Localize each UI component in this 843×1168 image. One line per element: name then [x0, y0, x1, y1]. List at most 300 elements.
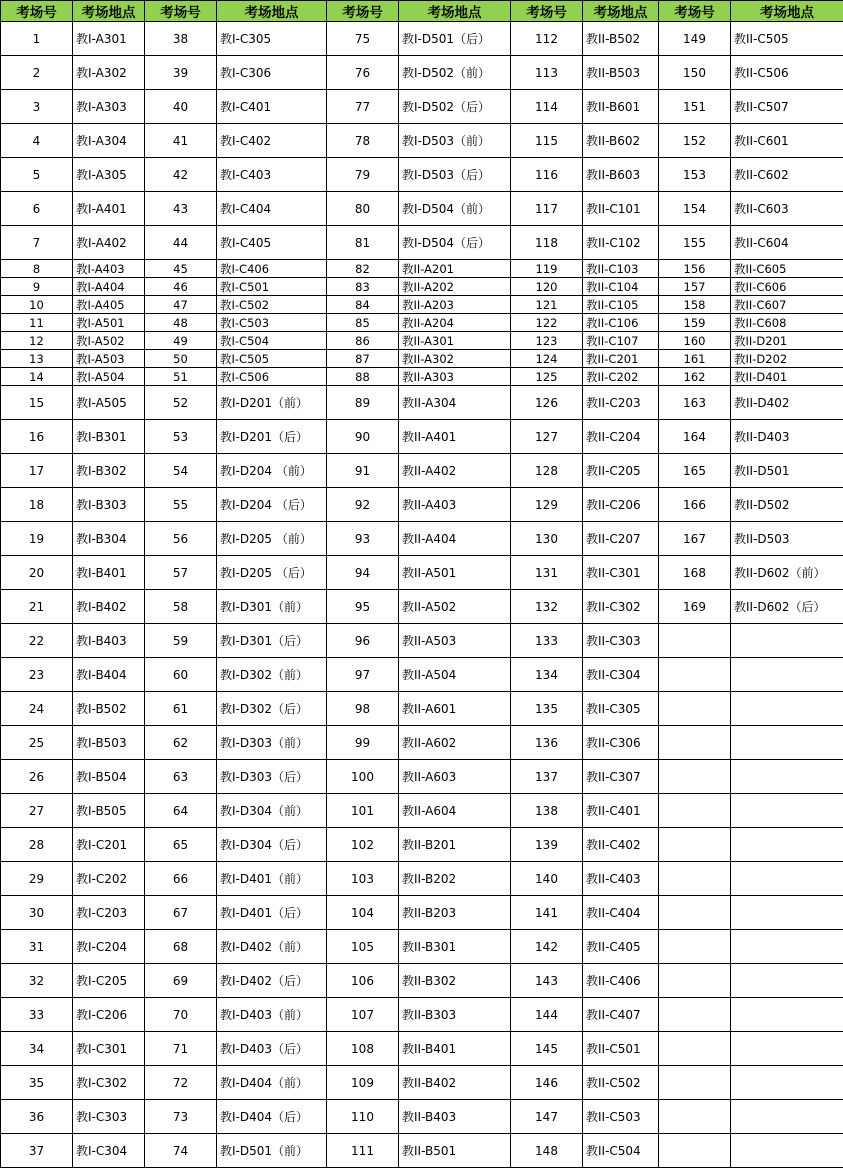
header-room-location: 考场地点: [73, 1, 145, 22]
room-location-cell: 教II-C307: [583, 760, 659, 794]
table-row: [1, 590, 843, 624]
room-location-cell: 教II-C602: [731, 158, 843, 192]
room-number-cell: 165: [659, 454, 731, 488]
room-number-cell: 109: [327, 1066, 399, 1100]
room-number-cell: [659, 1032, 731, 1066]
table-row: [1, 862, 843, 896]
table-row: [1, 488, 843, 522]
room-number-cell: 102: [327, 828, 399, 862]
room-location-cell: 教II-D402: [731, 386, 843, 420]
header-room-number: 考场号: [511, 1, 583, 22]
room-number-cell: [659, 1134, 731, 1168]
room-number-cell: 138: [511, 794, 583, 828]
table-row: [1, 692, 843, 726]
room-location-cell: 教I-B303: [73, 488, 145, 522]
room-number-cell: 152: [659, 124, 731, 158]
room-location-cell: 教I-B504: [73, 760, 145, 794]
room-location-cell: 教I-D503（后）: [399, 158, 511, 192]
room-number-cell: 72: [145, 1066, 217, 1100]
room-location-cell: 教II-D503: [731, 522, 843, 556]
room-location-cell: 教II-D202: [731, 350, 843, 368]
room-location-cell: [731, 930, 843, 964]
room-location-cell: 教I-A402: [73, 226, 145, 260]
room-number-cell: 103: [327, 862, 399, 896]
room-location-cell: 教II-A302: [399, 350, 511, 368]
room-location-cell: 教II-A304: [399, 386, 511, 420]
room-number-cell: 155: [659, 226, 731, 260]
room-location-cell: 教II-D401: [731, 368, 843, 386]
room-location-cell: 教II-B403: [399, 1100, 511, 1134]
room-location-cell: 教I-C501: [217, 278, 327, 296]
header-room-location: 考场地点: [731, 1, 843, 22]
room-location-cell: 教II-C506: [731, 56, 843, 90]
room-location-cell: 教II-C207: [583, 522, 659, 556]
room-number-cell: 88: [327, 368, 399, 386]
room-location-cell: 教II-A602: [399, 726, 511, 760]
room-location-cell: 教I-D303（前）: [217, 726, 327, 760]
room-number-cell: 14: [1, 368, 73, 386]
room-location-cell: 教II-B602: [583, 124, 659, 158]
room-location-cell: 教I-A505: [73, 386, 145, 420]
room-location-cell: 教I-B505: [73, 794, 145, 828]
room-location-cell: 教II-A301: [399, 332, 511, 350]
room-number-cell: [659, 1100, 731, 1134]
room-location-cell: 教II-C405: [583, 930, 659, 964]
room-number-cell: 19: [1, 522, 73, 556]
room-number-cell: 39: [145, 56, 217, 90]
room-number-cell: 111: [327, 1134, 399, 1168]
room-location-cell: 教I-D304（前）: [217, 794, 327, 828]
room-number-cell: [659, 794, 731, 828]
table-row: [1, 998, 843, 1032]
room-location-cell: 教II-D403: [731, 420, 843, 454]
room-number-cell: 116: [511, 158, 583, 192]
room-location-cell: 教I-C403: [217, 158, 327, 192]
room-location-cell: [731, 896, 843, 930]
room-location-cell: 教II-C502: [583, 1066, 659, 1100]
room-number-cell: 134: [511, 658, 583, 692]
room-number-cell: 101: [327, 794, 399, 828]
room-location-cell: 教II-C401: [583, 794, 659, 828]
room-number-cell: 31: [1, 930, 73, 964]
room-number-cell: 120: [511, 278, 583, 296]
room-number-cell: 40: [145, 90, 217, 124]
room-number-cell: 151: [659, 90, 731, 124]
room-number-cell: 82: [327, 260, 399, 278]
room-location-cell: [731, 1134, 843, 1168]
room-location-cell: 教I-C306: [217, 56, 327, 90]
room-number-cell: 78: [327, 124, 399, 158]
room-number-cell: 122: [511, 314, 583, 332]
room-location-cell: 教I-C505: [217, 350, 327, 368]
room-location-cell: 教I-D302（后）: [217, 692, 327, 726]
room-number-cell: [659, 726, 731, 760]
room-number-cell: 49: [145, 332, 217, 350]
room-location-cell: 教I-C302: [73, 1066, 145, 1100]
table-row: [1, 420, 843, 454]
room-number-cell: 100: [327, 760, 399, 794]
room-location-cell: 教II-C303: [583, 624, 659, 658]
room-number-cell: 59: [145, 624, 217, 658]
room-location-cell: 教I-D404（前）: [217, 1066, 327, 1100]
room-number-cell: 158: [659, 296, 731, 314]
room-location-cell: 教II-C604: [731, 226, 843, 260]
room-location-cell: 教II-A203: [399, 296, 511, 314]
room-location-cell: 教I-D401（后）: [217, 896, 327, 930]
room-location-cell: 教II-B302: [399, 964, 511, 998]
room-location-cell: 教I-D504（前）: [399, 192, 511, 226]
room-location-cell: 教I-C301: [73, 1032, 145, 1066]
room-number-cell: 65: [145, 828, 217, 862]
room-number-cell: 124: [511, 350, 583, 368]
room-number-cell: 52: [145, 386, 217, 420]
table-row: [1, 454, 843, 488]
room-location-cell: 教I-D201（后）: [217, 420, 327, 454]
room-number-cell: [659, 692, 731, 726]
room-location-cell: 教I-D303（后）: [217, 760, 327, 794]
room-number-cell: 94: [327, 556, 399, 590]
room-location-cell: 教II-C406: [583, 964, 659, 998]
room-location-cell: 教I-C406: [217, 260, 327, 278]
table-row: [1, 726, 843, 760]
room-location-cell: [731, 726, 843, 760]
room-location-cell: 教II-C603: [731, 192, 843, 226]
room-number-cell: 136: [511, 726, 583, 760]
room-location-cell: 教I-D502（前）: [399, 56, 511, 90]
room-number-cell: [659, 828, 731, 862]
room-number-cell: 159: [659, 314, 731, 332]
room-number-cell: 148: [511, 1134, 583, 1168]
room-number-cell: [659, 862, 731, 896]
room-location-cell: 教I-C203: [73, 896, 145, 930]
room-location-cell: 教I-B301: [73, 420, 145, 454]
room-location-cell: 教I-B401: [73, 556, 145, 590]
room-number-cell: 75: [327, 22, 399, 56]
room-location-cell: 教I-B404: [73, 658, 145, 692]
header-room-number: 考场号: [1, 1, 73, 22]
room-location-cell: 教I-D205 （前）: [217, 522, 327, 556]
room-location-cell: [731, 1066, 843, 1100]
room-location-cell: 教II-A204: [399, 314, 511, 332]
room-number-cell: 128: [511, 454, 583, 488]
room-location-cell: 教II-D602（前）: [731, 556, 843, 590]
room-location-cell: 教II-D201: [731, 332, 843, 350]
room-number-cell: 92: [327, 488, 399, 522]
table-row: [1, 332, 843, 350]
room-number-cell: [659, 896, 731, 930]
room-number-cell: 17: [1, 454, 73, 488]
room-location-cell: 教II-C105: [583, 296, 659, 314]
room-location-cell: 教II-C501: [583, 1032, 659, 1066]
room-number-cell: 42: [145, 158, 217, 192]
room-number-cell: 149: [659, 22, 731, 56]
room-number-cell: 9: [1, 278, 73, 296]
room-location-cell: 教I-B402: [73, 590, 145, 624]
room-location-cell: 教II-C608: [731, 314, 843, 332]
room-number-cell: 160: [659, 332, 731, 350]
room-location-cell: 教II-C103: [583, 260, 659, 278]
room-location-cell: 教II-C403: [583, 862, 659, 896]
room-number-cell: 11: [1, 314, 73, 332]
room-location-cell: 教II-A503: [399, 624, 511, 658]
room-number-cell: [659, 964, 731, 998]
room-number-cell: 56: [145, 522, 217, 556]
table-row: [1, 124, 843, 158]
room-number-cell: 162: [659, 368, 731, 386]
room-number-cell: 86: [327, 332, 399, 350]
room-number-cell: 95: [327, 590, 399, 624]
room-location-cell: 教I-A305: [73, 158, 145, 192]
header-room-number: 考场号: [145, 1, 217, 22]
room-number-cell: 8: [1, 260, 73, 278]
room-location-cell: 教II-C607: [731, 296, 843, 314]
table-row: [1, 56, 843, 90]
room-number-cell: 114: [511, 90, 583, 124]
room-number-cell: 140: [511, 862, 583, 896]
room-location-cell: 教II-A402: [399, 454, 511, 488]
room-location-cell: 教I-A303: [73, 90, 145, 124]
room-location-cell: 教II-D501: [731, 454, 843, 488]
room-location-cell: 教II-B401: [399, 1032, 511, 1066]
room-location-cell: 教I-D204 （后）: [217, 488, 327, 522]
header-room-number: 考场号: [659, 1, 731, 22]
room-number-cell: 36: [1, 1100, 73, 1134]
room-number-cell: 54: [145, 454, 217, 488]
room-number-cell: 21: [1, 590, 73, 624]
room-number-cell: 32: [1, 964, 73, 998]
room-location-cell: [731, 1100, 843, 1134]
room-number-cell: 121: [511, 296, 583, 314]
room-location-cell: 教I-D201（前）: [217, 386, 327, 420]
header-room-location: 考场地点: [217, 1, 327, 22]
room-number-cell: 154: [659, 192, 731, 226]
room-location-cell: 教II-C201: [583, 350, 659, 368]
room-number-cell: 87: [327, 350, 399, 368]
room-location-cell: 教I-C402: [217, 124, 327, 158]
table-row: [1, 794, 843, 828]
room-location-cell: 教I-C206: [73, 998, 145, 1032]
room-location-cell: [731, 624, 843, 658]
room-location-cell: 教I-D204 （前）: [217, 454, 327, 488]
room-location-cell: 教I-C405: [217, 226, 327, 260]
room-number-cell: [659, 658, 731, 692]
room-number-cell: 153: [659, 158, 731, 192]
room-location-cell: 教II-C107: [583, 332, 659, 350]
room-number-cell: 43: [145, 192, 217, 226]
room-number-cell: 22: [1, 624, 73, 658]
room-number-cell: 20: [1, 556, 73, 590]
room-location-cell: [731, 862, 843, 896]
room-location-cell: 教II-C204: [583, 420, 659, 454]
room-number-cell: 34: [1, 1032, 73, 1066]
room-number-cell: 118: [511, 226, 583, 260]
room-number-cell: [659, 624, 731, 658]
room-location-cell: 教II-C305: [583, 692, 659, 726]
room-number-cell: 71: [145, 1032, 217, 1066]
room-location-cell: 教II-A603: [399, 760, 511, 794]
room-number-cell: 80: [327, 192, 399, 226]
room-location-cell: 教II-C402: [583, 828, 659, 862]
room-number-cell: 167: [659, 522, 731, 556]
room-location-cell: 教II-C301: [583, 556, 659, 590]
room-location-cell: 教II-A202: [399, 278, 511, 296]
table-row: [1, 828, 843, 862]
room-number-cell: [659, 930, 731, 964]
room-location-cell: 教I-B304: [73, 522, 145, 556]
header-room-location: 考场地点: [399, 1, 511, 22]
room-number-cell: 5: [1, 158, 73, 192]
room-number-cell: 67: [145, 896, 217, 930]
room-number-cell: 91: [327, 454, 399, 488]
room-location-cell: 教I-A405: [73, 296, 145, 314]
room-location-cell: 教II-D502: [731, 488, 843, 522]
room-location-cell: 教II-B402: [399, 1066, 511, 1100]
room-number-cell: 47: [145, 296, 217, 314]
room-location-cell: 教II-C101: [583, 192, 659, 226]
room-number-cell: 104: [327, 896, 399, 930]
room-number-cell: 2: [1, 56, 73, 90]
room-number-cell: 150: [659, 56, 731, 90]
room-number-cell: 161: [659, 350, 731, 368]
room-number-cell: 70: [145, 998, 217, 1032]
room-number-cell: 73: [145, 1100, 217, 1134]
room-number-cell: 12: [1, 332, 73, 350]
room-location-cell: 教I-C305: [217, 22, 327, 56]
room-location-cell: 教I-A301: [73, 22, 145, 56]
table-row: [1, 386, 843, 420]
room-location-cell: [731, 760, 843, 794]
room-location-cell: 教II-C504: [583, 1134, 659, 1168]
room-number-cell: 37: [1, 1134, 73, 1168]
room-location-cell: 教II-C407: [583, 998, 659, 1032]
room-number-cell: 41: [145, 124, 217, 158]
room-location-cell: 教II-C205: [583, 454, 659, 488]
table-row: [1, 278, 843, 296]
room-number-cell: 18: [1, 488, 73, 522]
room-number-cell: 98: [327, 692, 399, 726]
header-row: [1, 1, 843, 22]
table-row: [1, 192, 843, 226]
table-header: [1, 1, 843, 22]
table-row: [1, 1100, 843, 1134]
room-number-cell: [659, 1066, 731, 1100]
room-location-cell: 教II-B201: [399, 828, 511, 862]
room-location-cell: 教I-D501（后）: [399, 22, 511, 56]
room-location-cell: 教II-C505: [731, 22, 843, 56]
room-number-cell: 147: [511, 1100, 583, 1134]
room-location-cell: 教I-C304: [73, 1134, 145, 1168]
table-row: [1, 350, 843, 368]
room-location-cell: 教II-C605: [731, 260, 843, 278]
room-location-cell: 教I-B503: [73, 726, 145, 760]
table-row: [1, 226, 843, 260]
table-row: [1, 624, 843, 658]
room-number-cell: 63: [145, 760, 217, 794]
room-number-cell: 29: [1, 862, 73, 896]
room-location-cell: 教II-B502: [583, 22, 659, 56]
room-number-cell: 28: [1, 828, 73, 862]
room-number-cell: 61: [145, 692, 217, 726]
room-location-cell: 教I-C205: [73, 964, 145, 998]
room-location-cell: 教II-C304: [583, 658, 659, 692]
room-number-cell: 133: [511, 624, 583, 658]
room-location-cell: 教II-C106: [583, 314, 659, 332]
room-location-cell: 教I-A401: [73, 192, 145, 226]
table-row: [1, 896, 843, 930]
room-location-cell: 教II-A403: [399, 488, 511, 522]
room-number-cell: 130: [511, 522, 583, 556]
room-location-cell: 教II-C507: [731, 90, 843, 124]
room-number-cell: 143: [511, 964, 583, 998]
table-row: [1, 658, 843, 692]
room-number-cell: 7: [1, 226, 73, 260]
room-number-cell: 123: [511, 332, 583, 350]
room-number-cell: 25: [1, 726, 73, 760]
room-number-cell: 119: [511, 260, 583, 278]
table-row: [1, 260, 843, 278]
room-number-cell: [659, 998, 731, 1032]
room-location-cell: 教I-A302: [73, 56, 145, 90]
room-location-cell: 教I-C201: [73, 828, 145, 862]
room-number-cell: 68: [145, 930, 217, 964]
table-row: [1, 1066, 843, 1100]
room-number-cell: 16: [1, 420, 73, 454]
room-number-cell: [659, 760, 731, 794]
room-number-cell: 115: [511, 124, 583, 158]
room-location-cell: 教I-D404（后）: [217, 1100, 327, 1134]
room-number-cell: 79: [327, 158, 399, 192]
room-number-cell: 90: [327, 420, 399, 454]
table-row: [1, 930, 843, 964]
room-number-cell: 142: [511, 930, 583, 964]
table-row: [1, 158, 843, 192]
room-number-cell: 35: [1, 1066, 73, 1100]
room-number-cell: 44: [145, 226, 217, 260]
room-number-cell: 6: [1, 192, 73, 226]
room-location-cell: 教I-D302（前）: [217, 658, 327, 692]
room-location-cell: 教II-A201: [399, 260, 511, 278]
room-location-cell: 教I-C503: [217, 314, 327, 332]
room-location-cell: 教I-C506: [217, 368, 327, 386]
room-location-cell: 教II-B603: [583, 158, 659, 192]
room-number-cell: 55: [145, 488, 217, 522]
room-location-cell: 教II-C601: [731, 124, 843, 158]
room-number-cell: 93: [327, 522, 399, 556]
room-location-cell: 教II-C104: [583, 278, 659, 296]
room-location-cell: 教I-D403（前）: [217, 998, 327, 1032]
room-number-cell: 48: [145, 314, 217, 332]
room-location-cell: [731, 964, 843, 998]
room-number-cell: 51: [145, 368, 217, 386]
room-number-cell: 45: [145, 260, 217, 278]
room-number-cell: 24: [1, 692, 73, 726]
room-number-cell: 166: [659, 488, 731, 522]
room-number-cell: 38: [145, 22, 217, 56]
room-location-cell: 教II-B601: [583, 90, 659, 124]
table-row: [1, 760, 843, 794]
table-row: [1, 90, 843, 124]
room-location-cell: [731, 1032, 843, 1066]
room-number-cell: 141: [511, 896, 583, 930]
room-number-cell: 85: [327, 314, 399, 332]
room-location-cell: 教I-D301（前）: [217, 590, 327, 624]
room-number-cell: 137: [511, 760, 583, 794]
room-number-cell: 127: [511, 420, 583, 454]
room-location-cell: 教II-B303: [399, 998, 511, 1032]
room-number-cell: 10: [1, 296, 73, 314]
room-location-cell: 教II-C503: [583, 1100, 659, 1134]
room-number-cell: 26: [1, 760, 73, 794]
